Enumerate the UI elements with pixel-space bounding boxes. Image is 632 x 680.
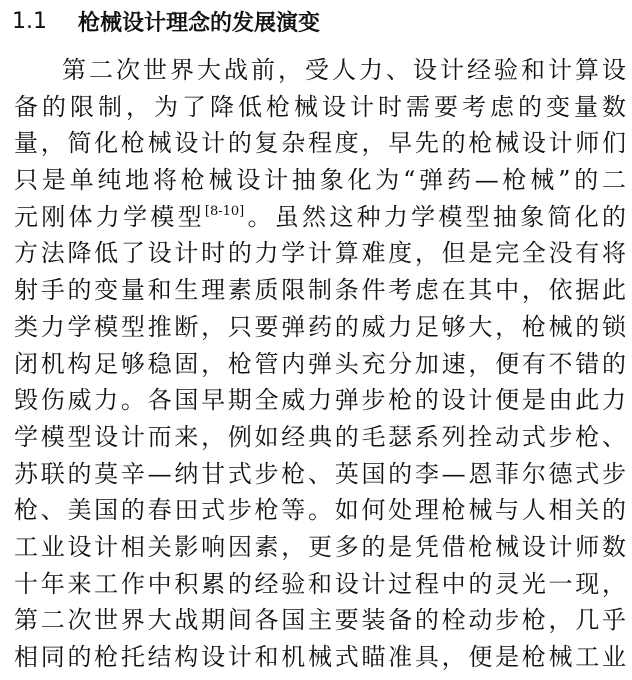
text-line: 量，简化枪械设计的复杂程度，早先的枪械设计师们: [14, 129, 626, 158]
section-number: 1.1: [12, 8, 47, 34]
body-paragraph: [14, 52, 626, 676]
text-line: 第二次世界大战期间各国主要装备的栓动步枪，几乎: [14, 606, 626, 635]
text-line: 备的限制，为了降低枪械设计时需要考虑的变量数: [14, 92, 626, 121]
text-line: 枪、美国的春田式步枪等。如何处理枪械与人相关的: [14, 496, 626, 525]
text-line: 苏联的莫辛—纳甘式步枪、英国的李—恩菲尔德式步: [14, 459, 626, 488]
text-line: 十年来工作中积累的经验和设计过程中的灵光一现，: [14, 569, 626, 598]
text-line: 工业设计相关影响因素，更多的是凭借枪械设计师数: [14, 532, 626, 561]
section-title: 枪械设计理念的发展演变: [78, 10, 321, 36]
text-line-with-citation: [14, 199, 626, 236]
text-line: 射手的变量和生理素质限制条件考虑在其中，依据此: [14, 276, 626, 305]
text-line: 闭机构足够稳固，枪管内弹头充分加速，便有不错的: [14, 349, 626, 378]
text-segment: 元刚体力学模型: [14, 202, 205, 231]
text-line: 类力学模型推断，只要弹药的威力足够大，枪械的锁: [14, 312, 626, 341]
text-line: 毁伤威力。各国早期全威力弹步枪的设计便是由此力: [14, 386, 626, 415]
text-line: 相同的枪托结构设计和机械式瞄准具，便是枪械工业: [14, 643, 626, 671]
citation-reference[interactable]: [8-10]: [204, 203, 245, 219]
text-line: 学模型设计而来，例如经典的毛瑟系列拴动式步枪、: [14, 422, 626, 451]
text-line: 只是单纯地将枪械设计抽象化为“弹药—枪械”的二: [14, 166, 626, 195]
text-line: 第二次世界大战前，受人力、设计经验和计算设: [62, 56, 626, 84]
text-segment: 。虽然这种力学模型抽象简化的: [244, 202, 627, 231]
section-heading: [12, 4, 320, 38]
text-line: 方法降低了设计时的力学计算难度，但是完全没有将: [14, 239, 626, 268]
